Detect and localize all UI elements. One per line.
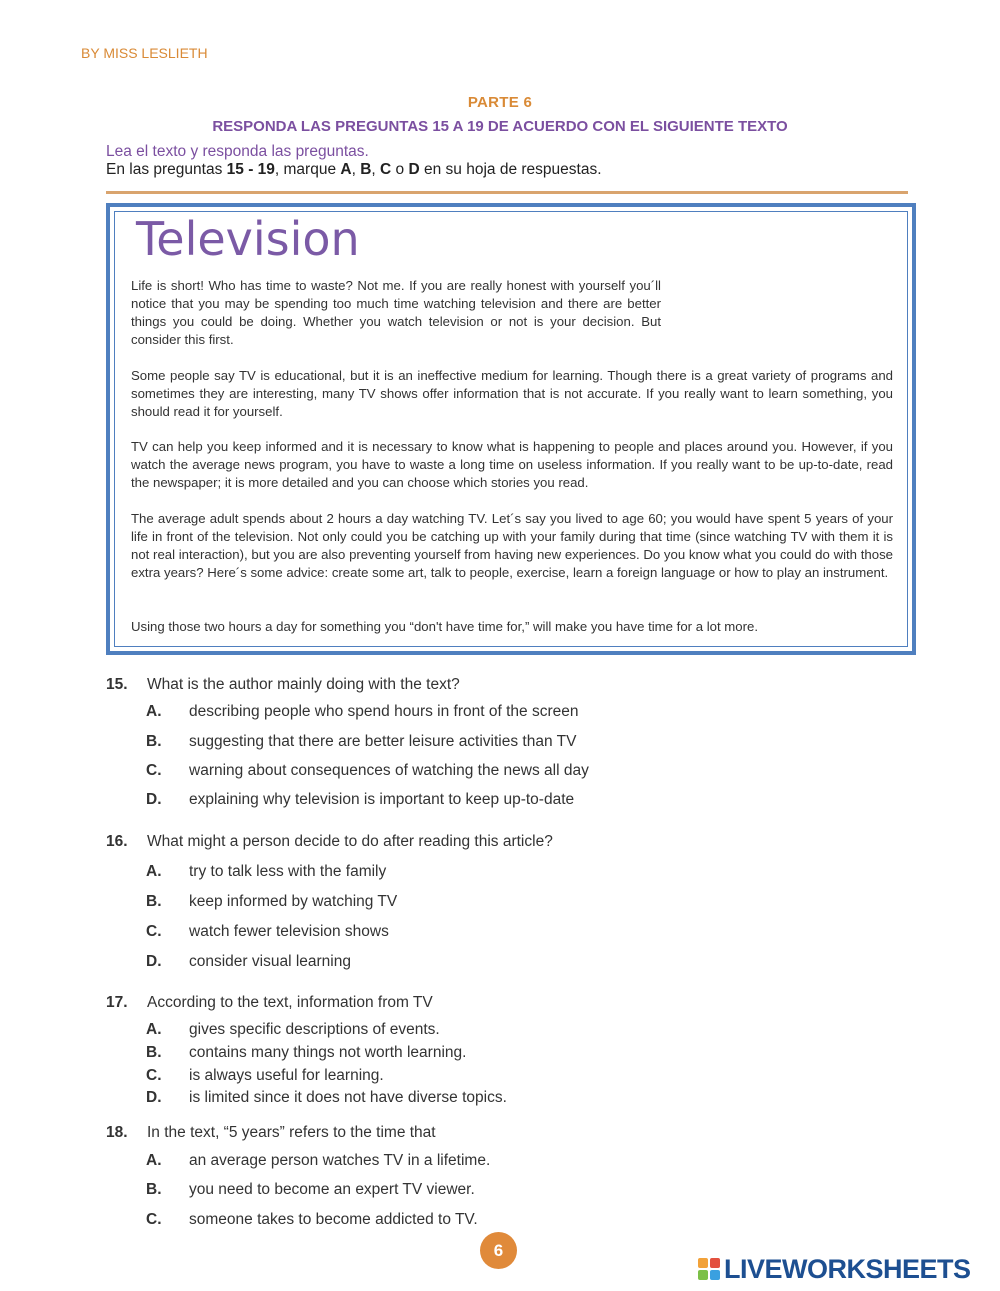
reading-paragraph-4: The average adult spends about 2 hours a day watching TV. Let´s say you lived to age 60; you would have spent 5 years of your life in front of the television. Not only could you be catching up with your family during that time (since watching TV with them it is not real interaction), but you are also preventing yourself from having new experiences. Do you know what you could do with those extra years? Here´s some advice: create some art, talk to people, exercise, learn a foreign language or how to play an instrument. bbox=[131, 511, 893, 580]
reading-paragraph-1: Life is short! Who has time to waste? Not me. If you are really honest with yourself you´ll notice that you may be spending too much time watching television and there are better things you could be doing. Whether you watch television or not is your decision. But consider this first. bbox=[131, 278, 661, 347]
reading-box bbox=[106, 203, 916, 655]
logo-square-e bbox=[710, 1270, 720, 1280]
reading-paragraph-2: Some people say TV is educational, but it is an ineffective medium for learning. Though there is a great variety of programs and sometimes they are interesting, many TV shows offer information that is not accurate. If you really want to learn something, you should read it for yourself. bbox=[131, 368, 893, 419]
divider-rule bbox=[106, 191, 908, 194]
liveworksheets-logo-text: LIVEWORKSHEETS bbox=[724, 1253, 971, 1284]
reading-title: Television bbox=[136, 212, 360, 266]
logo-square-l bbox=[698, 1258, 708, 1268]
instruction-line-2: En las preguntas 15 - 19, marque A, B, C o D en su hoja de respuestas. bbox=[106, 161, 602, 178]
page-number-badge: 6 bbox=[480, 1232, 517, 1269]
instruction-title: RESPONDA LAS PREGUNTAS 15 A 19 DE ACUERDO CON EL SIGUIENTE TEXTO bbox=[212, 118, 788, 135]
liveworksheets-logo[interactable] bbox=[698, 1254, 971, 1284]
reading-paragraph-3: TV can help you keep informed and it is necessary to know what is happening to people and places around you. However, if you watch the average news program, you have to waste a long time on useless information. If you really want to be up-to-date, read the newspaper; it is more detailed and you can choose which stories you read. bbox=[131, 439, 893, 490]
liveworksheets-logo-icon bbox=[698, 1258, 720, 1280]
instruction-line-1: Lea el texto y responda las preguntas. bbox=[106, 143, 369, 160]
part-title: PARTE 6 bbox=[467, 94, 533, 111]
reading-paragraph-5: Using those two hours a day for something you “don't have time for,” will make you have time for a lot more. bbox=[131, 619, 759, 634]
logo-square-v bbox=[698, 1270, 708, 1280]
logo-square-i bbox=[710, 1258, 720, 1268]
author-label: BY MISS LESLIETH bbox=[81, 45, 208, 61]
